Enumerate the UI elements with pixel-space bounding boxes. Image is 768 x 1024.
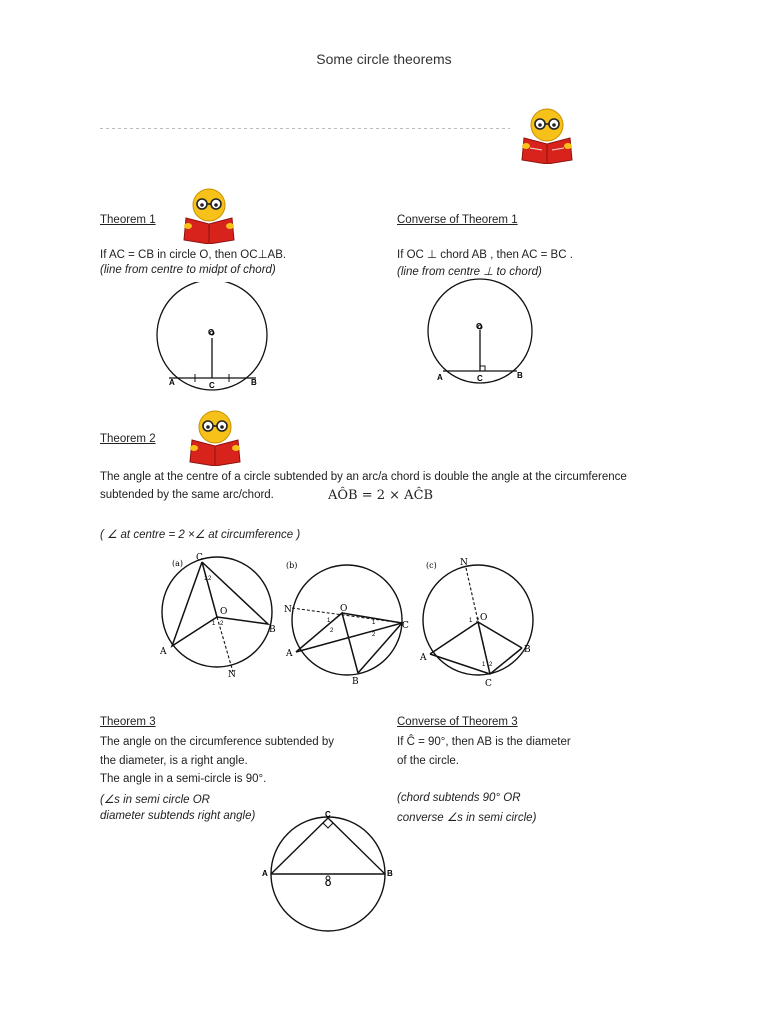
converse1-diagram bbox=[420, 278, 540, 388]
angle-label-2: 2 bbox=[208, 576, 212, 582]
label-o: O bbox=[220, 607, 228, 617]
theorem3-diagram bbox=[262, 806, 402, 936]
label-a: A bbox=[262, 869, 268, 878]
angle-label-2: 2 bbox=[330, 628, 334, 634]
label-n: N bbox=[460, 558, 468, 568]
label-a: A bbox=[160, 647, 167, 657]
theorem3-statement-line3: The angle in a semi-circle is 90°. bbox=[100, 773, 267, 785]
angle-label-1: 1 bbox=[327, 618, 331, 624]
theorem2-heading: Theorem 2 bbox=[100, 433, 156, 445]
label-a: A bbox=[286, 649, 293, 659]
label-o: O bbox=[340, 604, 348, 614]
label-c: C bbox=[196, 553, 203, 563]
angle-label-2: 2 bbox=[489, 662, 493, 668]
label-c: C bbox=[325, 810, 331, 819]
angle-label-1: 1 bbox=[482, 662, 486, 668]
theorem2-figure-b bbox=[280, 556, 420, 686]
converse3-statement-line1: If Ĉ = 90°, then AB is the diameter bbox=[397, 736, 571, 748]
theorem3-reason-line2: diameter subtends right angle) bbox=[100, 810, 256, 822]
theorem1-statement: If AC = CB in circle O, then OC⊥AB. bbox=[100, 249, 287, 261]
theorem2-formula: AÔB = 2 × AĈB bbox=[328, 488, 434, 503]
label-o: O bbox=[480, 613, 488, 623]
label-n: N bbox=[284, 605, 292, 615]
theorem2-figure-c bbox=[414, 556, 554, 688]
label-a: A bbox=[420, 653, 427, 663]
reading-emoji-icon bbox=[514, 106, 580, 164]
theorem3-heading: Theorem 3 bbox=[100, 716, 156, 728]
converse1-heading: Converse of Theorem 1 bbox=[397, 214, 518, 226]
converse3-reason-line1: (chord subtends 90° OR bbox=[397, 792, 521, 804]
label-o: O bbox=[325, 879, 332, 888]
divider bbox=[100, 128, 510, 129]
right-angle-mark bbox=[323, 823, 333, 828]
theorem3-statement-line1: The angle on the circumference subtended by bbox=[100, 736, 334, 748]
label-o: O bbox=[208, 328, 215, 337]
theorem2-figure-a bbox=[150, 550, 290, 682]
label-b: B bbox=[352, 677, 359, 686]
label-b: B bbox=[524, 645, 531, 655]
reading-emoji-icon bbox=[176, 186, 242, 244]
angle-label-2: 2 bbox=[476, 618, 480, 624]
theorem2-statement-line1: The angle at the centre of a circle subtended by an arc/a chord is double the angle at the circumference bbox=[100, 471, 627, 483]
right-angle-mark bbox=[480, 366, 485, 371]
angle-label-2: 2 bbox=[220, 621, 224, 627]
label-c: C bbox=[477, 374, 483, 383]
converse3-statement-line2: of the circle. bbox=[397, 755, 459, 767]
theorem3-reason-line1: (∠s in semi circle OR bbox=[100, 794, 210, 806]
label-b: B bbox=[269, 625, 276, 635]
figure-tag: (b) bbox=[286, 561, 298, 570]
converse1-statement: If OC ⊥ chord AB , then AC = BC . bbox=[397, 249, 573, 261]
converse3-heading: Converse of Theorem 3 bbox=[397, 716, 518, 728]
theorem1-reason: (line from centre to midpt of chord) bbox=[100, 264, 276, 276]
label-c: C bbox=[402, 621, 409, 631]
page-title: Some circle theorems bbox=[316, 51, 452, 67]
theorem1-diagram bbox=[150, 282, 280, 394]
theorem1-heading: Theorem 1 bbox=[100, 214, 156, 226]
label-b: B bbox=[387, 869, 393, 878]
angle-label-1: 1 bbox=[469, 618, 473, 624]
angle-label-1: 1 bbox=[212, 621, 216, 627]
converse3-reason-line2: converse ∠s in semi circle) bbox=[397, 812, 537, 824]
converse1-reason: (line from centre ⊥ to chord) bbox=[397, 266, 542, 278]
figure-tag: (a) bbox=[172, 559, 184, 568]
theorem3-statement-line2: the diameter, is a right angle. bbox=[100, 755, 248, 767]
label-b: B bbox=[517, 371, 523, 380]
angle-label-2: 2 bbox=[372, 632, 376, 638]
label-a: A bbox=[437, 373, 443, 382]
reading-emoji-icon bbox=[182, 408, 248, 466]
label-b: B bbox=[251, 378, 257, 387]
label-a: A bbox=[169, 378, 175, 387]
theorem2-statement-line2: subtended by the same arc/chord. bbox=[100, 489, 274, 501]
label-n: N bbox=[228, 670, 236, 680]
label-c: C bbox=[209, 381, 215, 390]
figure-tag: (c) bbox=[426, 561, 437, 570]
label-o: O bbox=[476, 322, 483, 331]
angle-label-1: 1 bbox=[372, 620, 376, 626]
theorem2-reason: ( ∠ at centre = 2 ×∠ at circumference ) bbox=[100, 529, 301, 541]
angle-label-1: 1 bbox=[204, 576, 208, 582]
label-c: C bbox=[485, 679, 492, 688]
